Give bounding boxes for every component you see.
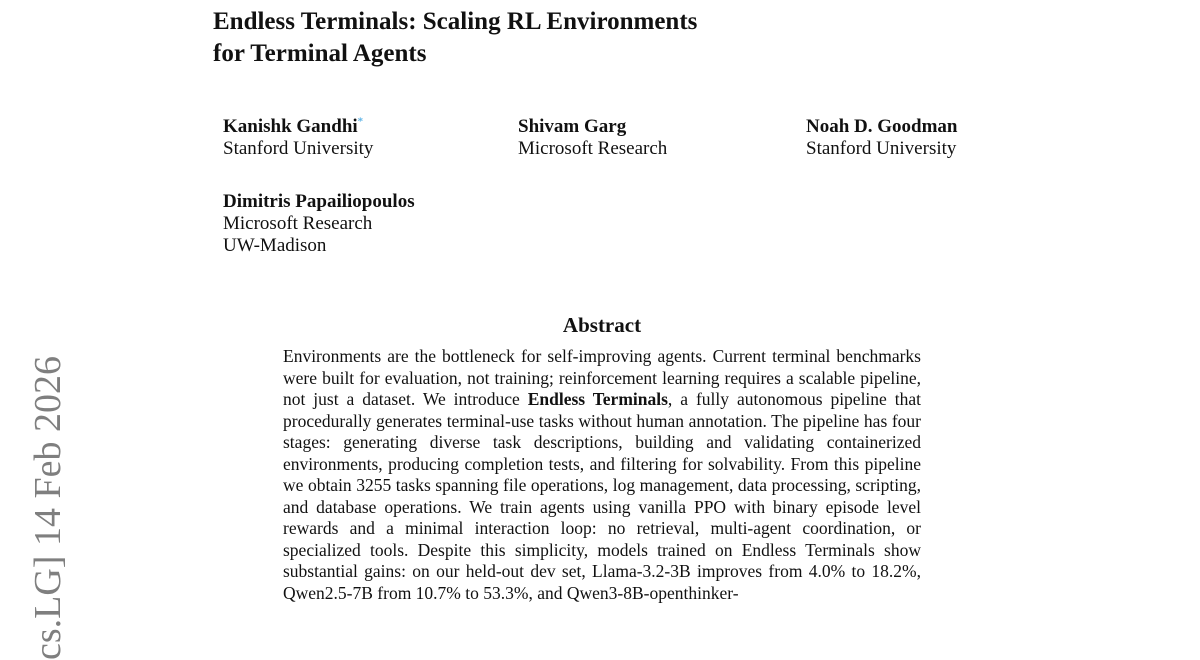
- paper-title: Endless Terminals: Scaling RL Environments for Terminal Agents: [213, 8, 698, 67]
- footnote-marker: *: [357, 115, 364, 128]
- author-affiliation: Stanford University: [223, 138, 374, 159]
- arxiv-stamp: cs.LG] 14 Feb 2026: [27, 356, 69, 660]
- abstract-text-part: , a fully autonomous pipeline that procedurally generates terminal-use tasks without human annotation. The pipeline has four stages: generating diverse task descriptions, building and validating containerized environments, producing completion tests, and filtering for solvability. From this pipeline we obtain 3255 tasks spanning file operations, log management, data processing, scripting, and database operations. We train agents using vanilla PPO with binary episode level rewards and a minimal interaction loop: no retrieval, multi-agent coordination, or specialized tools. Despite this simplicity, models trained on Endless Terminals show substantial gains: on our held-out dev set, Llama-3.2-3B improves from 4.0% to 18.2%, Qwen2.5-7B from 10.7% to 53.3%, and Qwen3-8B-openthinker-: [283, 389, 922, 603]
- author-block: [806, 116, 958, 160]
- system-name: Endless Terminals: [527, 389, 668, 409]
- author-block: [223, 116, 373, 160]
- author-name: Shivam Garg: [518, 116, 627, 137]
- author-affiliation: Microsoft Research: [223, 213, 373, 234]
- author-affiliation: UW-Madison: [223, 235, 327, 256]
- abstract-text-part: Environments are the bottleneck for self-improving agents. Current terminal benchmarks were built for evaluation, not training; reinforcement learning requires a scalable pipeline, not just a dataset. We introduce: [283, 346, 921, 409]
- abstract-text: [283, 346, 921, 604]
- abstract-heading: Abstract: [562, 313, 642, 337]
- author-block: [223, 191, 415, 257]
- author-name: Dimitris Papailiopoulos: [223, 191, 415, 212]
- author-name: Noah D. Goodman: [806, 116, 958, 137]
- author-affiliation: Microsoft Research: [518, 138, 668, 159]
- author-affiliation: Stanford University: [806, 138, 957, 159]
- author-block: [518, 116, 667, 160]
- author-name: Kanishk Gandhi*: [223, 115, 364, 137]
